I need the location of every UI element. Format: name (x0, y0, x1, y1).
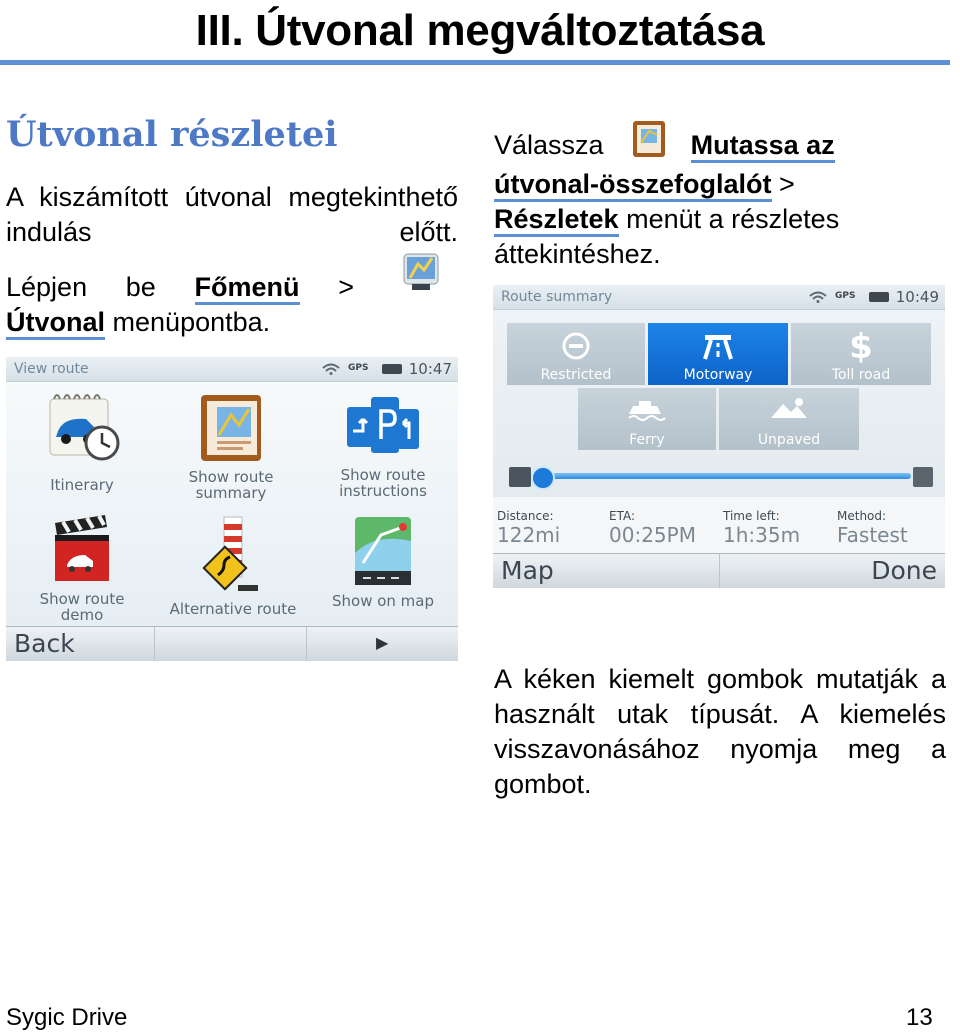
choose-text: Válassza (494, 130, 604, 161)
route-summary-link-cont: útvonal-összefoglalót (494, 169, 772, 202)
view-route-screenshot (6, 357, 458, 661)
page-heading: III. Útvonal megváltoztatása (195, 6, 765, 55)
main-menu-link: Főmenü (195, 272, 300, 305)
route-summary-icon (629, 119, 669, 159)
divider (154, 627, 155, 661)
show-on-map-label: Show on map (331, 592, 435, 610)
step-sep: > (338, 272, 354, 302)
alternative-route-tile[interactable] (168, 513, 298, 623)
route-progress-track (533, 473, 911, 479)
battery-icon (382, 364, 402, 374)
motorway-icon (701, 331, 735, 361)
route-instructions-label: Show route instructions (339, 466, 427, 500)
motorway-button[interactable] (648, 323, 788, 385)
route-summary-icon (195, 391, 267, 465)
route-menu-link: Útvonal (6, 307, 105, 340)
next-button[interactable]: ▶ (376, 633, 389, 652)
wifi-icon (809, 291, 827, 303)
unpaved-button[interactable] (719, 388, 859, 450)
motorway-label: Motorway (683, 367, 753, 383)
page-number: 13 (906, 1004, 933, 1031)
intro-text: A kiszámított útvonal megtekinthető indulás előtt. (6, 182, 458, 247)
clock: 10:47 (408, 360, 452, 378)
time-left-label: Time left: (723, 509, 780, 523)
back-button[interactable]: Back (14, 629, 75, 658)
step-suffix: menüpontba. (112, 307, 271, 337)
progress-handle[interactable] (531, 466, 555, 490)
restricted-button[interactable] (507, 323, 645, 385)
battery-icon (869, 292, 889, 302)
divider (306, 627, 307, 661)
heading-rule (0, 60, 950, 65)
divider (719, 554, 720, 588)
distance-value: 122mi (497, 523, 561, 547)
screen-title: View route (14, 361, 89, 377)
route-summary-label: Show route summary (188, 468, 274, 502)
bottom-bar (493, 553, 945, 588)
ferry-button[interactable] (578, 388, 716, 450)
gps-signal-icon: GPS (348, 363, 369, 373)
unpaved-label: Unpaved (757, 432, 821, 448)
map-icon (347, 513, 419, 591)
status-bar (493, 285, 945, 310)
route-instructions-icon (343, 391, 423, 463)
menu-sep: > (779, 169, 795, 199)
itinerary-tile[interactable] (32, 391, 132, 501)
eta-value: 00:25PM (609, 523, 696, 547)
step-prefix: Lépjen be (6, 272, 156, 302)
toll-road-label: Toll road (831, 367, 891, 383)
route-summary-screenshot (493, 285, 945, 588)
bottom-bar (6, 626, 458, 661)
route-menu-icon (402, 252, 440, 294)
time-left-value: 1h:35m (723, 523, 801, 547)
status-bar (6, 357, 458, 382)
details-link: Részletek (494, 204, 619, 237)
eta-label: ETA: (609, 509, 636, 523)
section-title: Útvonal részletei (6, 114, 338, 155)
itinerary-label: Itinerary (50, 476, 114, 494)
detour-sign-icon (198, 513, 268, 599)
show-on-map-tile[interactable] (328, 513, 438, 623)
clapperboard-icon (47, 513, 117, 587)
route-summary-tile[interactable] (176, 391, 286, 501)
dollar-icon: $ (849, 327, 873, 367)
step-text (6, 270, 366, 340)
map-button[interactable]: Map (501, 556, 554, 585)
screen-title: Route summary (501, 289, 613, 305)
itinerary-icon (40, 391, 124, 469)
method-label: Method: (837, 509, 887, 523)
footer-title: Sygic Drive (6, 1004, 128, 1031)
details-suffix: menüt a részletes áttekintéshez. (494, 204, 840, 269)
restricted-icon (561, 331, 591, 361)
unpaved-icon (769, 396, 809, 422)
toll-road-button[interactable] (791, 323, 931, 385)
method-value: Fastest (837, 523, 908, 547)
wifi-icon (322, 363, 340, 375)
instruction-text (494, 127, 946, 272)
ferry-icon (627, 398, 667, 424)
route-instructions-tile[interactable] (328, 391, 438, 501)
gps-signal-icon: GPS (835, 291, 856, 301)
route-summary-link: Mutassa az (691, 130, 835, 163)
start-flag-icon (509, 467, 531, 487)
route-demo-label: Show route demo (39, 590, 125, 624)
clock: 10:49 (895, 288, 939, 306)
done-button[interactable]: Done (871, 556, 937, 585)
finish-flag-icon (913, 467, 933, 487)
stats-panel (493, 497, 945, 553)
alternative-route-label: Alternative route (169, 600, 297, 618)
distance-label: Distance: (497, 509, 554, 523)
route-demo-tile[interactable] (32, 513, 132, 623)
note-text: A kéken kiemelt gombok mutatják a használt utak típusát. A kiemelés visszavonásához nyomja meg a gombot. (494, 664, 946, 799)
restricted-label: Restricted (540, 367, 612, 383)
ferry-label: Ferry (629, 432, 665, 448)
